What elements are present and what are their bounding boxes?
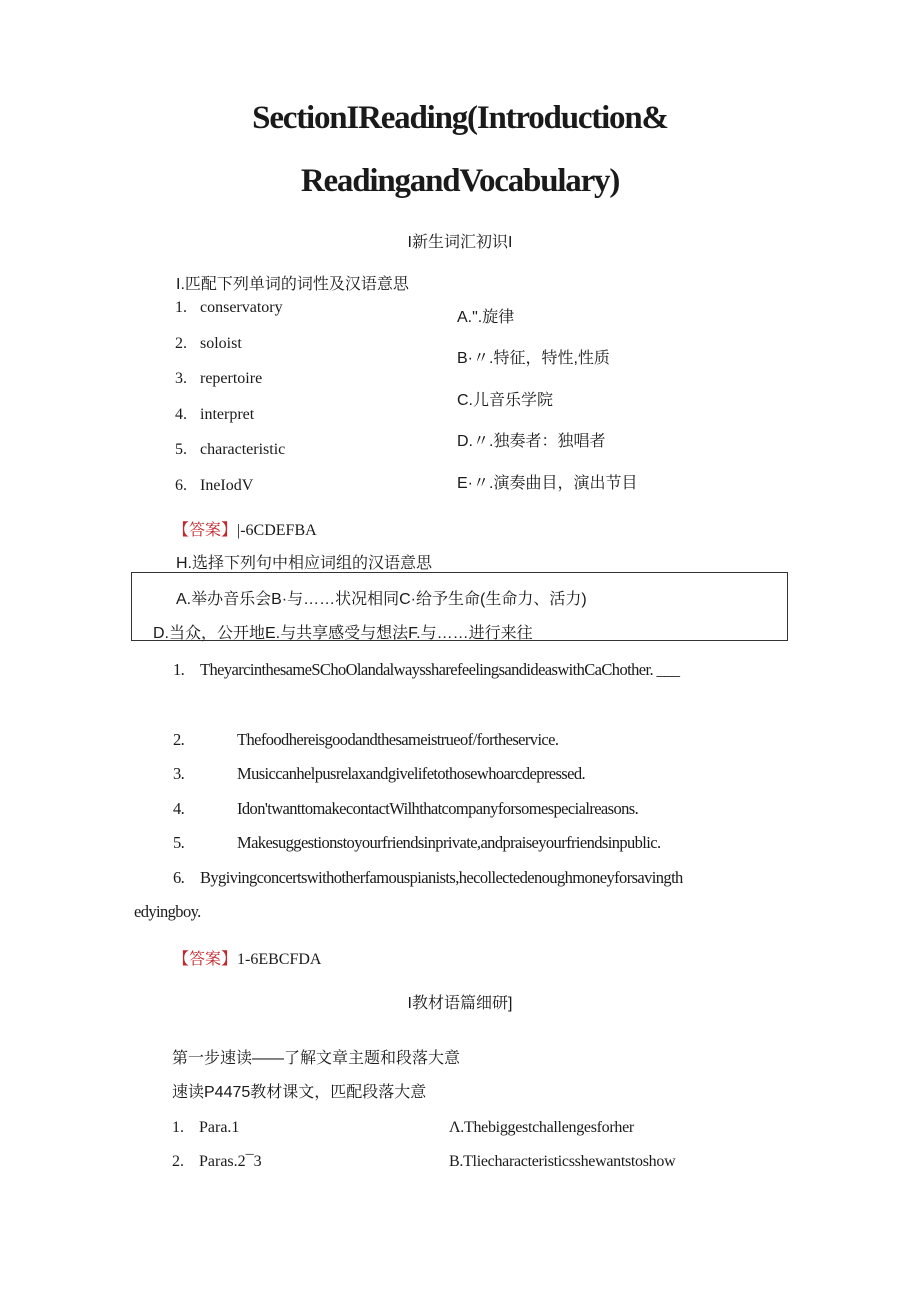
sentence-num: 6. bbox=[173, 868, 185, 887]
para-label: Para.1 bbox=[199, 1119, 240, 1136]
answer-text: 1-6EBCFDA bbox=[237, 951, 322, 968]
meaning-item: B·〃.特征，特性,性质 bbox=[457, 350, 610, 367]
section-heading-vocabulary: I新生词汇初识I bbox=[407, 234, 513, 251]
word-num: 5. bbox=[175, 441, 187, 458]
para-num: 2. bbox=[172, 1153, 184, 1170]
sentence-num: 1. bbox=[173, 660, 185, 679]
sentence-num: 2. bbox=[173, 730, 185, 749]
sentence-text: Bygivingconcertswithotherfamouspianists,hecollectedenoughmoneyforsavingth bbox=[200, 868, 683, 887]
answer-label: 【答案】 bbox=[173, 522, 238, 539]
word-num: 3. bbox=[175, 370, 187, 387]
sentence-text: Idon'twanttomakecontactWilhthatcompanyforsomespecialreasons. bbox=[237, 799, 639, 818]
part1-instruction: I.匹配下列单词的词性及汉语意思 bbox=[176, 276, 409, 293]
meaning-item: E·〃.演奏曲目，演出节目 bbox=[457, 475, 638, 492]
step-instruction: 速读P4475教材课文，匹配段落大意 bbox=[172, 1084, 427, 1101]
para-match: B.Tliecharacteristicsshewantstoshow bbox=[449, 1153, 676, 1170]
word-item: conservatory bbox=[200, 299, 283, 316]
word-item: characteristic bbox=[200, 441, 286, 458]
answer-1 bbox=[173, 517, 317, 540]
word-num: 4. bbox=[175, 406, 187, 423]
answer-text: |-6CDEFBA bbox=[237, 522, 317, 539]
section-heading-text-study: I教材语篇细研] bbox=[407, 995, 513, 1012]
sentence-num: 5. bbox=[173, 833, 185, 852]
phrase-options-line2: D.当众，公开地E.与共享感受与想法F.与……进行来往 bbox=[153, 625, 533, 642]
sentence-text: Musiccanhelpusrelaxandgivelifetothosewhoarcdepressed. bbox=[237, 764, 586, 783]
word-num: 2. bbox=[175, 335, 187, 352]
answer-label: 【答案】 bbox=[173, 951, 238, 968]
answer-2 bbox=[173, 946, 321, 969]
sentence-text: Makesuggestionstoyourfriendsinprivate,andpraiseyourfriendsinpublic. bbox=[237, 833, 661, 852]
sentence-num: 3. bbox=[173, 764, 185, 783]
word-item: soloist bbox=[200, 335, 242, 352]
step-heading: 第一步速读——了解文章主题和段落大意 bbox=[172, 1050, 461, 1067]
word-item: interpret bbox=[200, 406, 255, 423]
sentence-text-continued: edyingboy. bbox=[134, 902, 201, 921]
para-label: Paras.2¯3 bbox=[199, 1153, 262, 1170]
phrase-options-box bbox=[131, 572, 788, 641]
word-num: 6. bbox=[175, 477, 187, 494]
meaning-item: C.儿音乐学院 bbox=[457, 392, 554, 409]
meaning-item: D.〃.独奏者：独唱者 bbox=[457, 433, 606, 450]
phrase-options-line1: A.举办音乐会B·与……状况相同C·给予生命(生命力、活力) bbox=[176, 591, 587, 608]
page-title-line2: ReadingandVocabulary) bbox=[300, 163, 620, 199]
para-num: 1. bbox=[172, 1119, 184, 1136]
word-item: IneIodV bbox=[200, 477, 254, 494]
meaning-item: A.".旋律 bbox=[457, 309, 515, 326]
sentence-num: 4. bbox=[173, 799, 185, 818]
word-item: repertoire bbox=[200, 370, 263, 387]
word-num: 1. bbox=[175, 299, 187, 316]
sentence-text: TheyarcinthesameSChoOlandalwayssharefeelingsandideaswithCaChother. ___ bbox=[200, 660, 680, 679]
page-title-line1: SectionIReading(Introduction& bbox=[252, 100, 668, 136]
part2-instruction: H.选择下列句中相应词组的汉语意思 bbox=[176, 555, 433, 572]
sentence-text: Thefoodhereisgoodandthesameistrueof/fortheservice. bbox=[237, 730, 559, 749]
para-match: Λ.Thebiggestchallengesforher bbox=[449, 1119, 634, 1136]
